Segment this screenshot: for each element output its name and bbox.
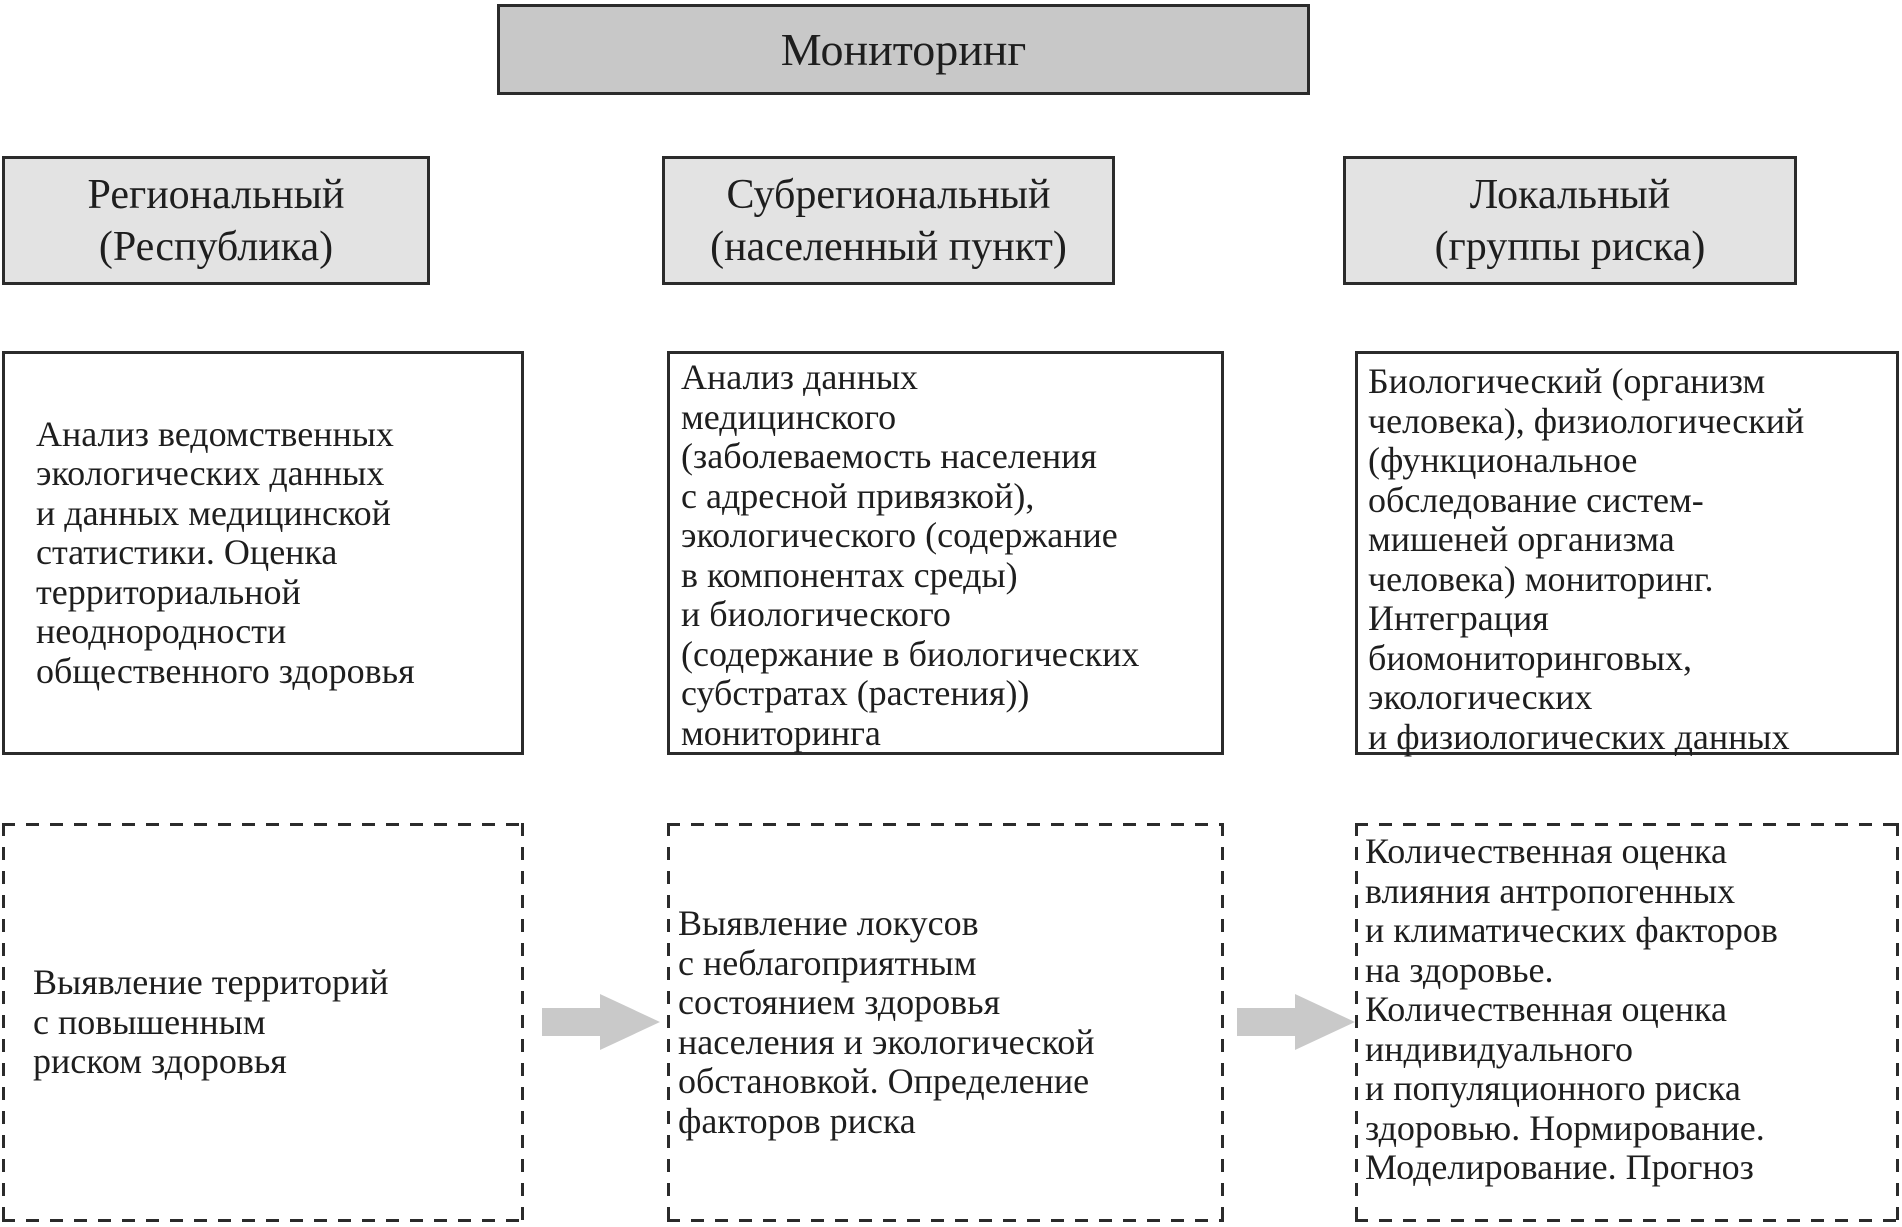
outcome-regional-text: Выявление территорий с повышенным риском здоровья [33,962,389,1082]
right-arrow-shape [1237,994,1355,1050]
header-regional [2,156,430,285]
header-local-label: Локальный (группы риска) [1434,171,1706,270]
analysis-box-local [1355,351,1899,755]
title-box [497,4,1310,95]
outcome-box-regional [2,823,524,1222]
right-arrow-icon [1237,994,1355,1050]
analysis-subregional-text: Анализ данных медицинского (заболеваемость населения с адресной привязкой), экологического (содержание в компонентах среды) и биологического (содержание в биологических субстратах (растения)) мониторинга [681,357,1140,753]
header-subregional [662,156,1115,285]
analysis-regional-text: Анализ ведомственных экологических данных и данных медицинской статистики. Оценка территориальной неоднородности общественного здоровья [36,413,415,691]
outcome-local-text: Количественная оценка влияния антропогенных и климатических факторов на здоровье. Количественная оценка индивидуального и популяционного риска здоровью. Нормирование. Моделирование. Прогноз [1365,831,1778,1187]
analysis-box-regional [2,351,524,755]
header-regional-label: Региональный (Республика) [87,171,345,270]
outcome-subregional-text: Выявление локусов с неблагоприятным состоянием здоровья населения и экологической обстановкой. Определение факторов риска [678,903,1095,1141]
right-arrow-icon [542,994,660,1050]
outcome-box-local [1355,823,1899,1222]
header-subregional-label: Субрегиональный (населенный пункт) [710,171,1067,270]
header-local [1343,156,1797,285]
analysis-local-text: Биологический (организм человека), физиологический (функциональное обследование систем- мишеней организма человека) мониторинг. Интеграция биомониторинговых, экологических и физиологических данных [1368,361,1805,757]
diagram-title: Мониторинг [780,24,1027,75]
right-arrow-shape [542,994,660,1050]
outcome-box-subregional [667,823,1224,1222]
analysis-box-subregional [667,351,1224,755]
